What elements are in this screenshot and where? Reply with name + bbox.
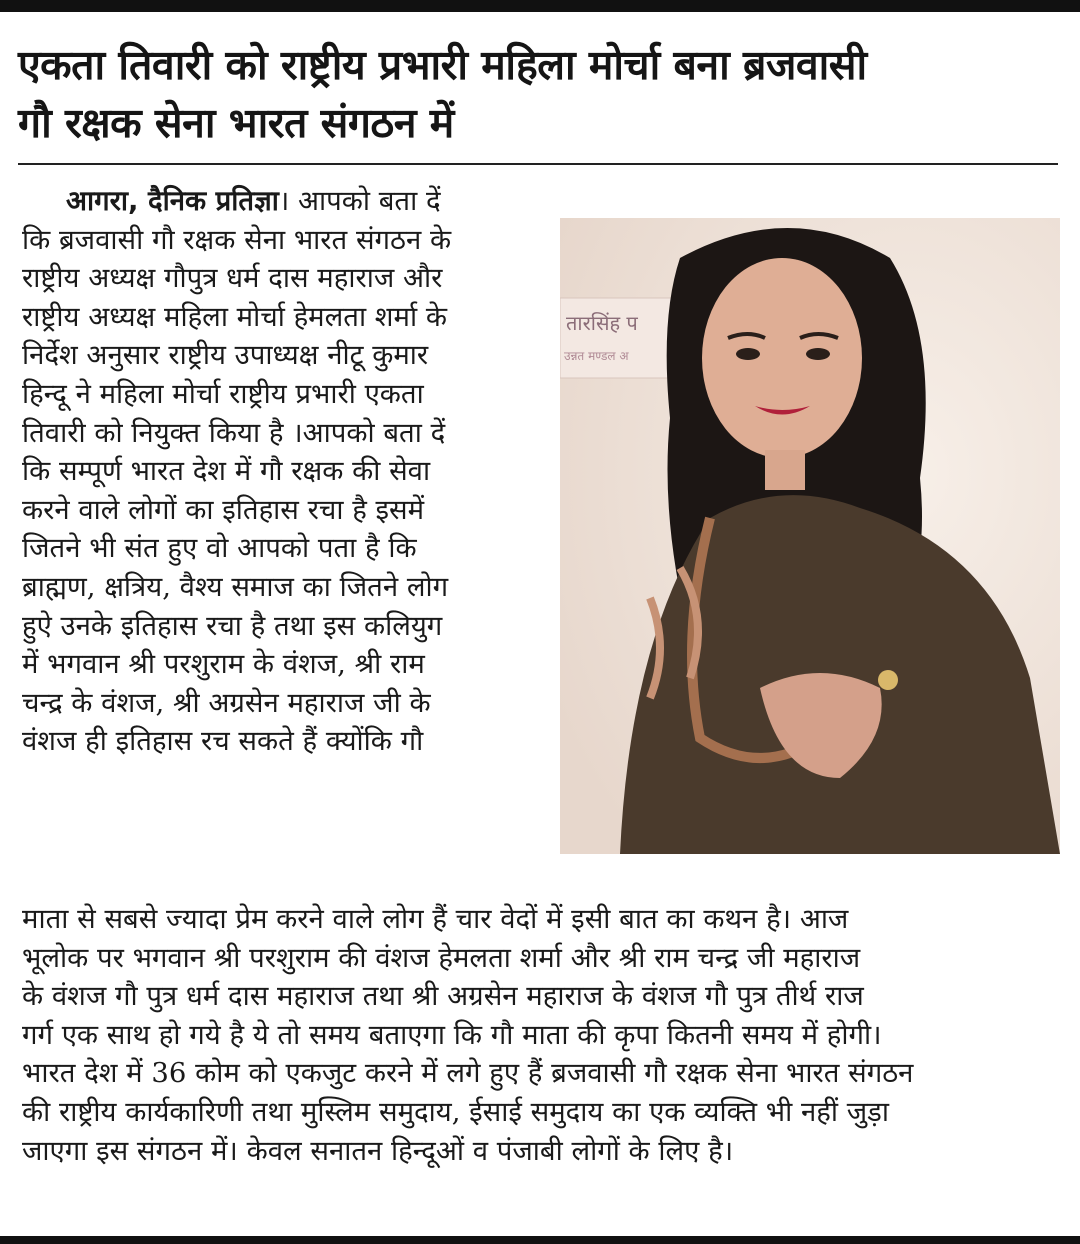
article-line: की राष्ट्रीय कार्यकारिणी तथा मुस्लिम समुदाय, ईसाई समुदाय का एक व्यक्ति भी नहीं जुड़ा [22,1095,889,1128]
top-border [0,0,1080,12]
article-line: ब्राह्मण, क्षत्रिय, वैश्य समाज का जितने लोग [22,570,449,603]
dateline: आगरा, दैनिक प्रतिज्ञा [66,185,279,217]
article-line: कि सम्पूर्ण भारत देश में गौ रक्षक की सेवा [22,455,431,488]
article-line: जितने भी संत हुए वो आपको पता है कि [22,532,417,565]
article-first-line [22,182,547,221]
bottom-border [0,1236,1080,1244]
article-line: में भगवान श्री परशुराम के वंशज, श्री राम [22,648,425,681]
article-line: भूलोक पर भगवान श्री परशुराम की वंशज हेमलता शर्मा और श्री राम चन्द्र जी महाराज [22,941,861,974]
article-line: राष्ट्रीय अध्यक्ष गौपुत्र धर्म दास महाराज और [22,262,443,295]
portrait-photo [560,218,1060,854]
article-line: । आपको बता दें [278,185,441,217]
headline-line-1: एकता तिवारी को राष्ट्रीय प्रभारी महिला मोर्चा बना ब्रजवासी [18,41,867,89]
headline-line-2: गौ रक्षक सेना भारत संगठन में [18,99,454,147]
article-line: निर्देश अनुसार राष्ट्रीय उपाध्यक्ष नीटू कुमार [22,339,429,372]
article-line: करने वाले लोगों का इतिहास रचा है इसमें [22,493,425,526]
article-line: के वंशज गौ पुत्र धर्म दास महाराज तथा श्री अग्रसेन महाराज के वंशज गौ पुत्र तीर्थ राज [22,980,864,1013]
article-line: राष्ट्रीय अध्यक्ष महिला मोर्चा हेमलता शर्मा के [22,300,447,333]
headline [18,36,1063,152]
article-line: हिन्दू ने महिला मोर्चा राष्ट्रीय प्रभारी एकता [22,377,424,410]
face [702,258,862,458]
banner-sign [560,298,680,378]
article-line: कि ब्रजवासी गौ रक्षक सेना भारत संगठन के [22,223,452,256]
article-line: हुऐ उनके इतिहास रचा है तथा इस कलियुग [22,609,443,642]
banner-text-2: उन्नत मण्डल अ [564,349,629,363]
article-line: गर्ग एक साथ हो गये है ये तो समय बताएगा कि गौ माता की कृपा कितनी समय में होगी। [22,1018,882,1051]
article-continuation [22,900,1062,1170]
article-line: तिवारी को नियुक्त किया है ।आपको बता दें [22,416,446,449]
wristwatch [878,670,898,690]
article-line: वंशज ही इतिहास रच सकते हैं क्योंकि गौ [22,725,424,758]
article-line: चन्द्र के वंशज, श्री अग्रसेन महाराज जी के [22,686,431,719]
banner-text-1: तारसिंह प [566,311,638,335]
left-eye [736,348,760,360]
portrait-illustration [560,218,1060,854]
headline-divider [18,163,1058,165]
article-line: भारत देश में 36 कोम को एकजुट करने में लगे हुए हैं ब्रजवासी गौ रक्षक सेना भारत संगठन [22,1057,914,1090]
article-line: जाएगा इस संगठन में। केवल सनातन हिन्दूओं व पंजाबी लोगों के लिए है। [22,1134,734,1167]
article-column [22,182,547,761]
article-line: माता से सबसे ज्यादा प्रेम करने वाले लोग हैं चार वेदों में इसी बात का कथन है। आज [22,903,849,935]
right-eye [806,348,830,360]
neck [765,450,805,490]
